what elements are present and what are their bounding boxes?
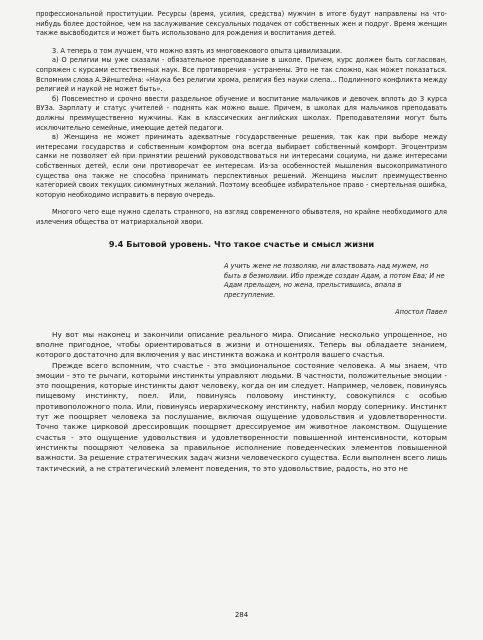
paragraph-point-3: 3. А теперь о том лучшем, что можно взять из многовекового опыта цивилизации. — [52, 46, 343, 55]
paragraph-continued: профессиональной проституции. Ресурсы (время, усилия, средства) мужчин в итоге будут направлены на что-нибудь более достойное, чем на заслуживание сексуальных подачек от собственных жен и подруг. Время женщин также высвободится и может быть использовано для рождения и воспитания детей. — [36, 10, 447, 38]
paragraph-main-1: Ну вот мы наконец и закончили описание реального мира. Описание несколько упрощенное, но вполне пригодное, чтобы ориентироваться в жизни и отношениях. Теперь вы обладаете знанием, которого достаточно для включения у вас инстинкта вожака и контроля вашего счастья. — [36, 329, 447, 360]
page-number: 284 — [234, 611, 249, 619]
epigraph-author: Апостол Павел — [395, 308, 447, 317]
section-heading: 9.4 Бытовой уровень. Что такое счастье и смысл жизни — [108, 239, 375, 250]
paragraph-point-b: б) Повсеместно и срочно ввести раздельное обучение и воспитание мальчиков и девочек вплоть до 3 курса ВУЗа. Зарплату и статус учителей - поднять как можно выше. Причем, в школах для мальчиков преподавать должны преимущественно мужчины. Как в классических английских школах. Преподавателями могут быть исключительно семейные, имеющие детей педагоги. — [36, 94, 447, 132]
paragraph-conclusion: Многого чего еще нужно сделать странного, на взгляд современного обывателя, но крайне необходимого для излечения общества от матриархальной хвори. — [36, 208, 447, 226]
main-text — [36, 330, 447, 474]
paragraph-point-c: в) Женщина не может принимать адекватные государственные решения, так как при выборе между интересами государства и собственным комфортом она всегда выбирает собственный комфорт. Эгоцентризм самки не позволяет ей при принятии решений руководствоваться ни интересами социума, ни даже интересами собственных детей, если они противоречат ее интересам. Из-за особенностей мышления высокоприматиного существа она также не способна принимать перспективных решений. Женщина мыслит преимущественно категорией своих текущих сиюминутных желаний. Поэтому всеобщее избирательное право - смертельная ошибка, которую необходимо исправить в первую очередь. — [36, 133, 447, 199]
epigraph-quote: А учить жене не позволяю, ни властвовать над мужем, но быть в безмолвии. Ибо прежде создан Адам, а потом Ева; И не Адам прельщен, но жена, прельстившись, впала в преступление. — [224, 262, 445, 299]
paragraph-main-2: Прежде всего вспомним, что счастье - это эмоциональное состояние человека. А мы знаем, что эмоции - это те рычаги, которыми инстинкты управляют людьми. В частности, положительные эмоции - это поощрения, которые инстинкты дают человеку, когда он им следует. Например, человек, повинуясь пищевому инстинкту, поел. Или, повинуясь половому инстинкту, совокупился с особью противоположного пола. Или, повинуясь иерархическому инстинкту, набил морду сопернику. Инстинкт тут же поощряет человека за послушание, включая ощущение удовольствия и удовлетворенности. Точно также цирковой дрессировщик поощряет дрессируемое им животное лакомством. Ощущение счастья - это ощущение удовольствия и удовлетворенности повышенной интенсивности, которым инстинкты поощряют человека за правильное исполнение поведенческих элементов повышенной важности. За решение стратегических задач жизни человеческого существа. Если выполнен всего лишь тактический, а не стратегический элемент поведения, то это удовольствие, радость, но это не — [36, 360, 447, 473]
paragraph-point-a: а) О религии мы уже сказали - обязательное преподавание в школе. Причем, курс должен быть согласован, сопряжен с курсами естественных наук. Все противоречия - устранены. Это не так сложно, как может показаться. Вспомним слова А.Эйнштейна: «Наука без религии хрома, религия без науки слепа... Подлинного конфликта между религией и наукой не может быть». — [36, 56, 447, 94]
